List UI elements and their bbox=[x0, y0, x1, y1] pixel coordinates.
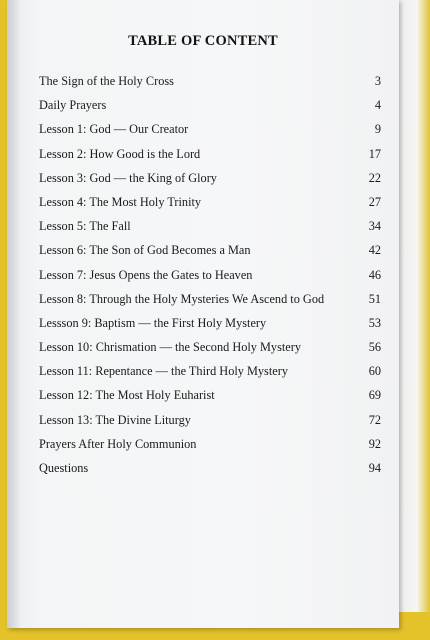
toc-entry bbox=[39, 243, 381, 267]
page-title: TABLE OF CONTENT bbox=[128, 33, 278, 49]
toc-entry-title: Lesson 6: The Son of God Becomes a Man bbox=[39, 243, 251, 258]
toc-entry-page: 56 bbox=[368, 340, 381, 355]
toc-entry-title: Daily Prayers bbox=[39, 98, 107, 113]
toc-entry-title: Lesson 3: God — the King of Glory bbox=[39, 170, 217, 185]
toc-entry bbox=[39, 413, 381, 437]
toc-entry-title: Lesson 4: The Most Holy Trinity bbox=[39, 194, 202, 209]
toc-entry-title: Lesson 11: Repentance — the Third Holy Mystery bbox=[39, 364, 288, 379]
toc-entry bbox=[39, 292, 381, 316]
toc-entry bbox=[39, 74, 381, 98]
toc-entry bbox=[39, 340, 381, 364]
toc-entry bbox=[39, 388, 381, 412]
toc-entry bbox=[39, 364, 381, 388]
toc-entry-page: 51 bbox=[368, 291, 381, 306]
toc-entry-title: The Sign of the Holy Cross bbox=[39, 74, 174, 88]
toc-entry-title: Prayers After Holy Communion bbox=[39, 436, 197, 451]
toc-entry bbox=[39, 122, 381, 146]
toc-entry-page: 27 bbox=[368, 194, 381, 209]
toc-entry-title: Lessson 9: Baptism — the First Holy Mystery bbox=[39, 315, 267, 330]
toc-entry bbox=[39, 195, 381, 219]
toc-entry bbox=[39, 147, 381, 171]
toc-entry bbox=[39, 98, 381, 122]
toc-entry-title: Lesson 13: The Divine Liturgy bbox=[39, 412, 191, 427]
table-of-contents bbox=[39, 74, 381, 485]
toc-entry-title: Lesson 8: Through the Holy Mysteries We Ascend to God bbox=[39, 291, 325, 306]
toc-entry bbox=[39, 268, 381, 292]
toc-entry bbox=[39, 316, 381, 340]
toc-entry-page: 22 bbox=[368, 170, 381, 185]
toc-entry-title: Lesson 10: Chrismation — the Second Holy Mystery bbox=[39, 340, 301, 355]
toc-entry bbox=[39, 461, 381, 485]
toc-entry-page: 4 bbox=[374, 98, 381, 113]
toc-entry bbox=[39, 437, 381, 461]
toc-entry bbox=[39, 219, 381, 243]
toc-entry-page: 3 bbox=[374, 74, 381, 88]
toc-entry-page: 9 bbox=[374, 122, 381, 137]
toc-entry-title: Questions bbox=[39, 461, 89, 475]
toc-entry-page: 53 bbox=[368, 315, 381, 330]
toc-entry-title: Lesson 1: God — Our Creator bbox=[39, 122, 189, 137]
toc-entry-page: 69 bbox=[368, 388, 381, 403]
toc-entry-page: 34 bbox=[368, 219, 381, 234]
book-page bbox=[7, 0, 399, 628]
toc-entry-page: 17 bbox=[368, 146, 381, 161]
toc-entry-page: 42 bbox=[368, 243, 381, 258]
toc-entry-page: 72 bbox=[368, 412, 381, 427]
toc-entry-page: 94 bbox=[368, 461, 381, 475]
toc-entry-page: 92 bbox=[368, 436, 381, 451]
toc-entry bbox=[39, 171, 381, 195]
toc-entry-title: Lesson 2: How Good is the Lord bbox=[39, 146, 201, 161]
toc-entry-page: 60 bbox=[368, 364, 381, 379]
toc-entry-title: Lesson 5: The Fall bbox=[39, 219, 131, 234]
toc-entry-page: 46 bbox=[368, 267, 381, 282]
toc-entry-title: Lesson 12: The Most Holy Euharist bbox=[39, 388, 215, 403]
toc-entry-title: Lesson 7: Jesus Opens the Gates to Heaven bbox=[39, 267, 253, 282]
